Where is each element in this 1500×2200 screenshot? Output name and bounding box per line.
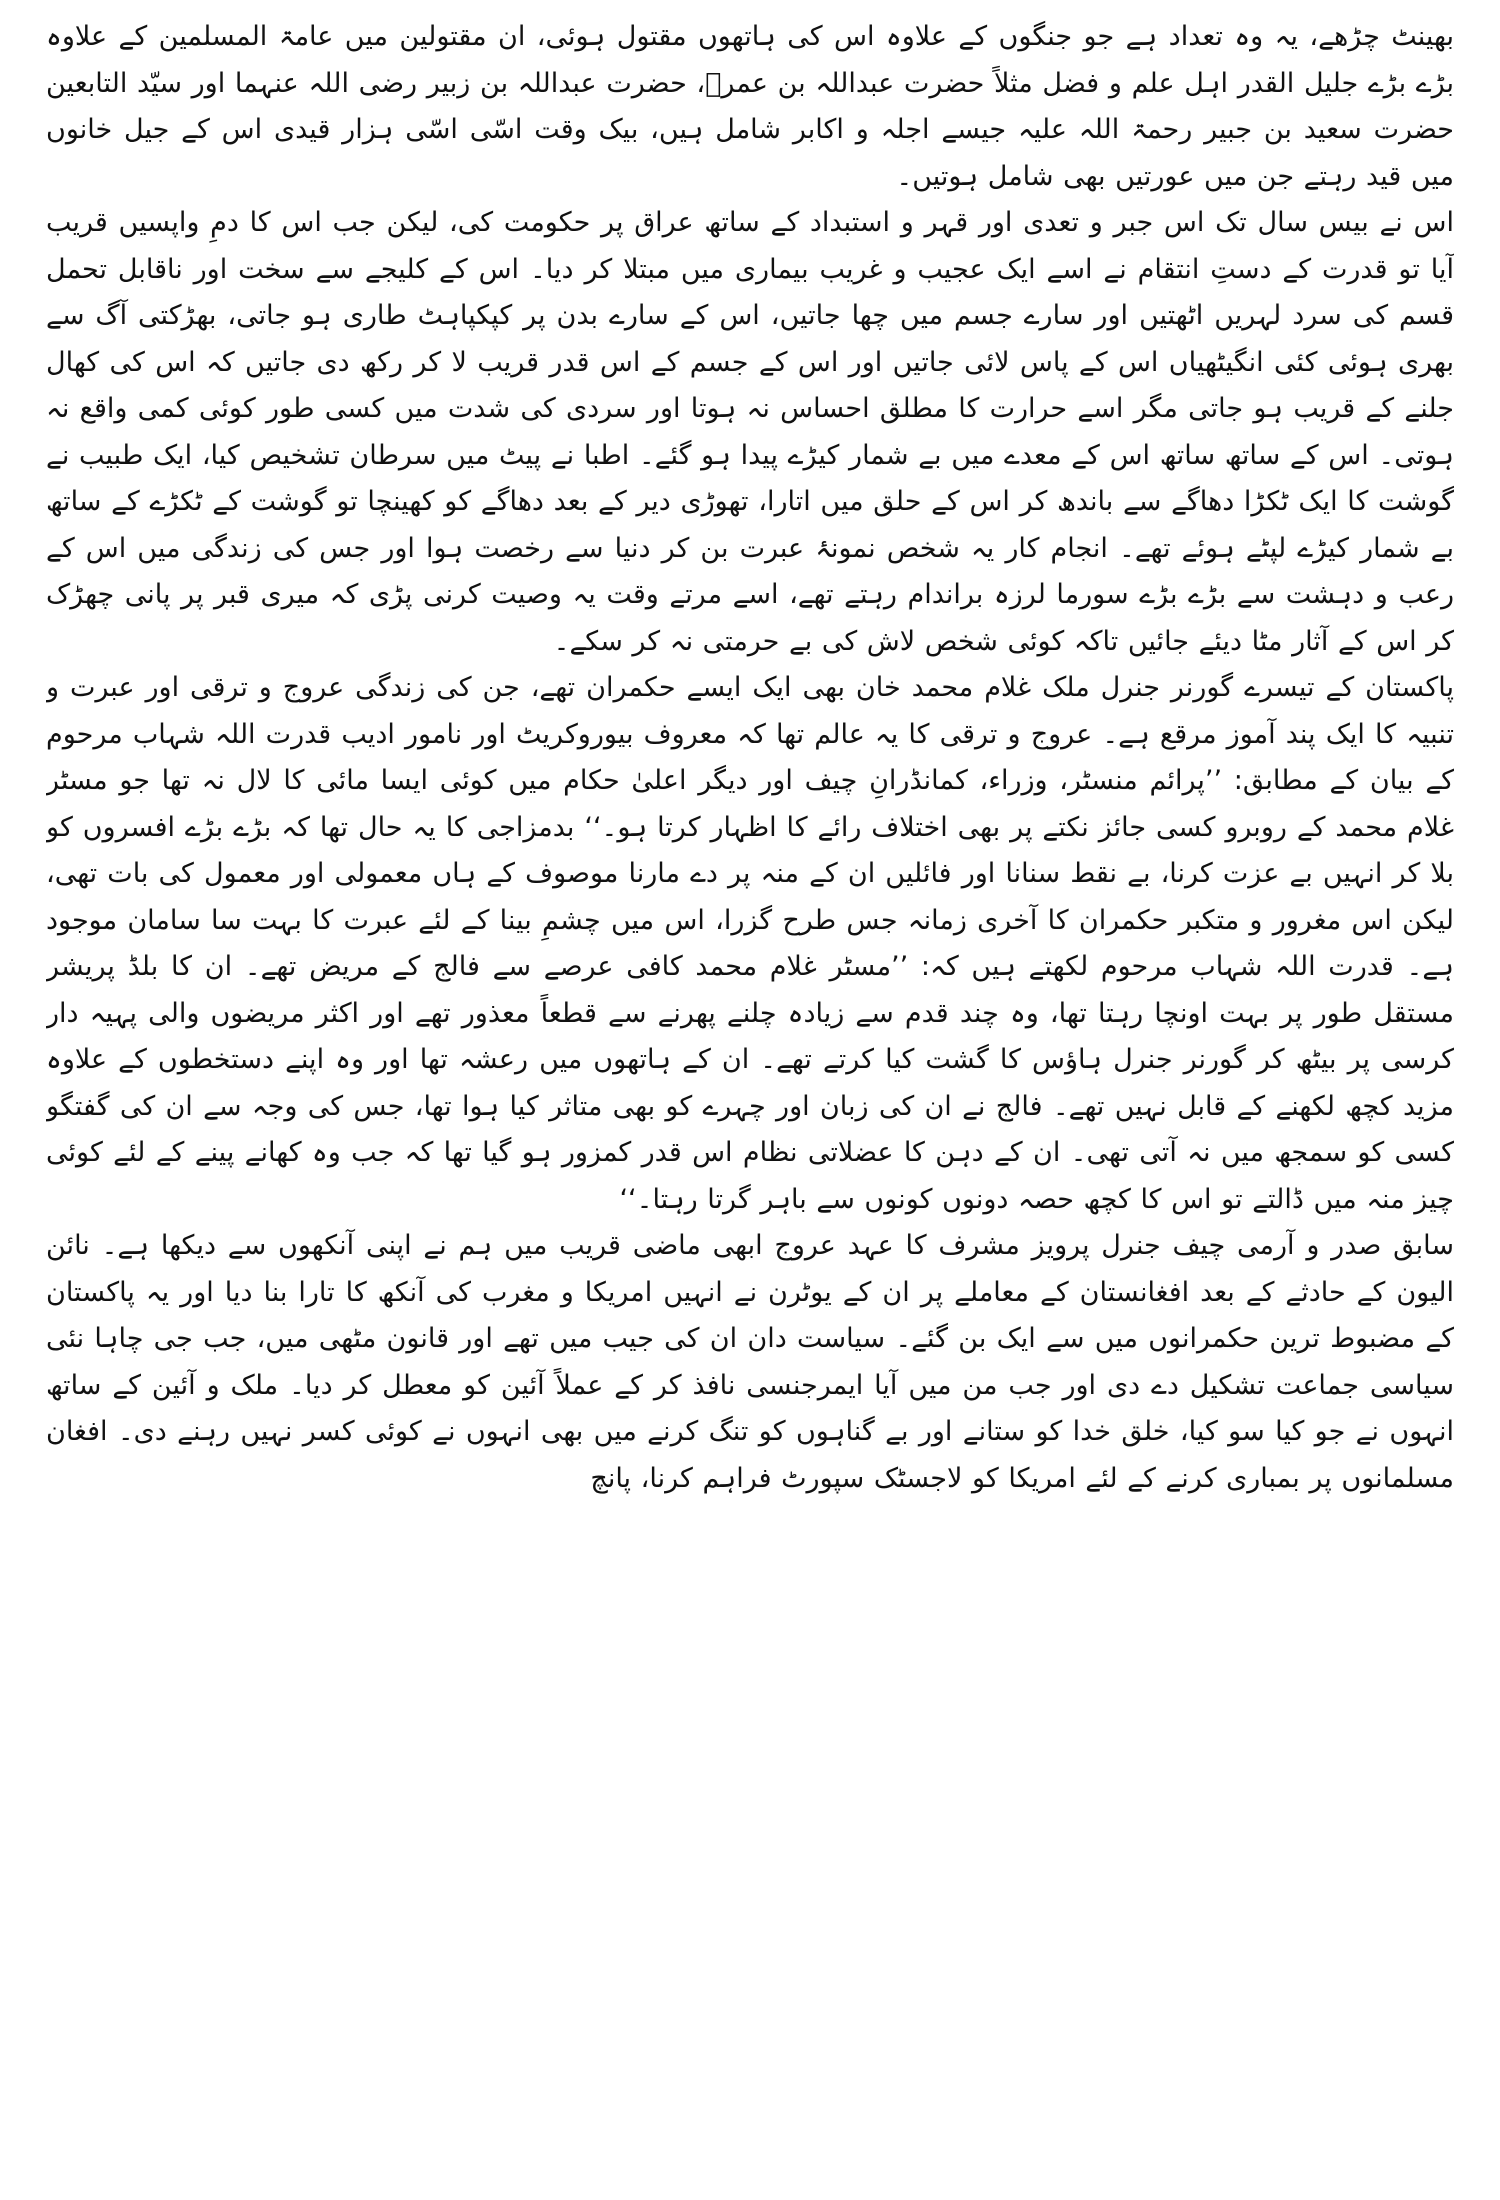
paragraph-3: پاکستان کے تیسرے گورنر جنرل ملک غلام محمد خان بھی ایک ایسے حکمران تھے، جن کی زندگی عروج و ترقی اور عبرت و تنبیہ کا ایک پند آموز مرقع ہے۔ عروج و ترقی کا یہ عالم تھا کہ معروف بیوروکریٹ اور نامور ادیب قدرت اللہ شہاب مرحوم کے بیان کے مطابق: ’’پرائم منسٹر، وزراء، کمانڈرانِ چیف اور دیگر اعلیٰ حکام میں کوئی ایسا مائی کا لال نہ تھا جو مسٹر غلام محمد کے روبرو کسی جائز نکتے پر بھی اختلاف رائے کا اظہار کرتا ہو۔‘‘ بدمزاجی کا یہ حال تھا کہ بڑے بڑے افسروں کو بلا کر انہیں بے عزت کرنا، بے نقط سنانا اور فائلیں ان کے منہ پر دے مارنا موصوف کے ہاں معمولی اور معمول کی بات تھی، لیکن اس مغرور و متکبر حکمران کا آخری زمانہ جس طرح گزرا، اس میں چشمِ بینا کے لئے عبرت کا بہت سا سامان موجود ہے۔ قدرت اللہ شہاب مرحوم لکھتے ہیں کہ: ’’مسٹر غلام محمد کافی عرصے سے فالج کے مریض تھے۔ ان کا بلڈ پریشر مستقل طور پر بہت اونچا رہتا تھا، وہ چند قدم سے زیادہ چلنے پھرنے سے قطعاً معذور تھے اور اکثر مریضوں والی پہیہ دار کرسی پر بیٹھ کر گورنر جنرل ہاؤس کا گشت کیا کرتے تھے۔ ان کے ہاتھوں میں رعشہ تھا اور وہ اپنے دستخطوں کے علاوہ مزید کچھ لکھنے کے قابل نہیں تھے۔ فالج نے ان کی زبان اور چہرے کو بھی متاثر کیا ہوا تھا، جس کی وجہ سے ان کی گفتگو کسی کو سمجھ میں نہ آتی تھی۔ ان کے دہن کا عضلاتی نظام اس قدر کمزور ہو گیا تھا کہ جب وہ کھانے پینے کے لئے کوئی چیز منہ میں ڈالتے تو اس کا کچھ حصہ دونوں کونوں سے باہر گرتا رہتا۔‘‘ xyxy=(46,672,1454,1215)
document-page xyxy=(46,14,1454,2186)
paragraph-4: سابق صدر و آرمی چیف جنرل پرویز مشرف کا عہد عروج ابھی ماضی قریب میں ہم نے اپنی آنکھوں سے دیکھا ہے۔ نائن الیون کے حادثے کے بعد افغانستان کے معاملے پر ان کے یوٹرن نے انہیں امریکا و مغرب کی آنکھ کا تارا بنا دیا اور یہ پاکستان کے مضبوط ترین حکمرانوں میں سے ایک بن گئے۔ سیاست دان ان کی جیب میں تھے اور قانون مٹھی میں، جب جی چاہا نئی سیاسی جماعت تشکیل دے دی اور جب من میں آیا ایمرجنسی نافذ کر کے عملاً آئین کو معطل کر دیا۔ ملک و آئین کے ساتھ انہوں نے جو کیا سو کیا، خلق خدا کو ستانے اور بے گناہوں کو تنگ کرنے میں بھی انہوں نے کوئی کسر نہیں رہنے دی۔ افغان مسلمانوں پر بمباری کرنے کے لئے امریکا کو لاجسٹک سپورٹ فراہم کرنا، پانچ xyxy=(46,1230,1454,1494)
paragraph-1: بھینٹ چڑھے، یہ وہ تعداد ہے جو جنگوں کے علاوہ اس کی ہاتھوں مقتول ہوئی، ان مقتولین میں عامۃ المسلمین کے علاوہ بڑے بڑے جلیل القدر اہل علم و فضل مثلاً حضرت عبداللہ بن عمرؓ، حضرت عبداللہ بن زبیر رضی اللہ عنہما اور سیّد التابعین حضرت سعید بن جبیر رحمۃ اللہ علیہ جیسے اجلہ و اکابر شامل ہیں، بیک وقت اسّی اسّی ہزار قیدی اس کے جیل خانوں میں قید رہتے جن میں عورتیں بھی شامل ہوتیں۔ xyxy=(46,21,1454,192)
paragraph-2: اس نے بیس سال تک اس جبر و تعدی اور قہر و استبداد کے ساتھ عراق پر حکومت کی، لیکن جب اس کا دمِ واپسیں قریب آیا تو قدرت کے دستِ انتقام نے اسے ایک عجیب و غریب بیماری میں مبتلا کر دیا۔ اس کے کلیجے سے سخت اور ناقابل تحمل قسم کی سرد لہریں اٹھتیں اور سارے جسم میں چھا جاتیں، اس کے سارے بدن پر کپکپاہٹ طاری ہو جاتی، بھڑکتی آگ سے بھری ہوئی کئی انگیٹھیاں اس کے پاس لائی جاتیں اور اس کے جسم کے اس قدر قریب لا کر رکھ دی جاتیں کہ اس کی کھال جلنے کے قریب ہو جاتی مگر اسے حرارت کا مطلق احساس نہ ہوتا اور سردی کی شدت میں کسی طور کوئی کمی واقع نہ ہوتی۔ اس کے ساتھ ساتھ اس کے معدے میں بے شمار کیڑے پیدا ہو گئے۔ اطبا نے پیٹ میں سرطان تشخیص کیا، ایک طبیب نے گوشت کا ایک ٹکڑا دھاگے سے باندھ کر اس کے حلق میں اتارا، تھوڑی دیر کے بعد دھاگے کو کھینچا تو گوشت کے ٹکڑے کے ساتھ بے شمار کیڑے لپٹے ہوئے تھے۔ انجام کار یہ شخص نمونۂ عبرت بن کر دنیا سے رخصت ہوا اور جس کی زندگی میں اس کے رعب و دہشت سے بڑے بڑے سورما لرزہ براندام رہتے تھے، اسے مرتے وقت یہ وصیت کرنی پڑی کہ میری قبر پر پانی چھڑک کر اس کے آثار مٹا دیئے جائیں تاکہ کوئی شخص لاش کی بے حرمتی نہ کر سکے۔ xyxy=(46,207,1454,657)
